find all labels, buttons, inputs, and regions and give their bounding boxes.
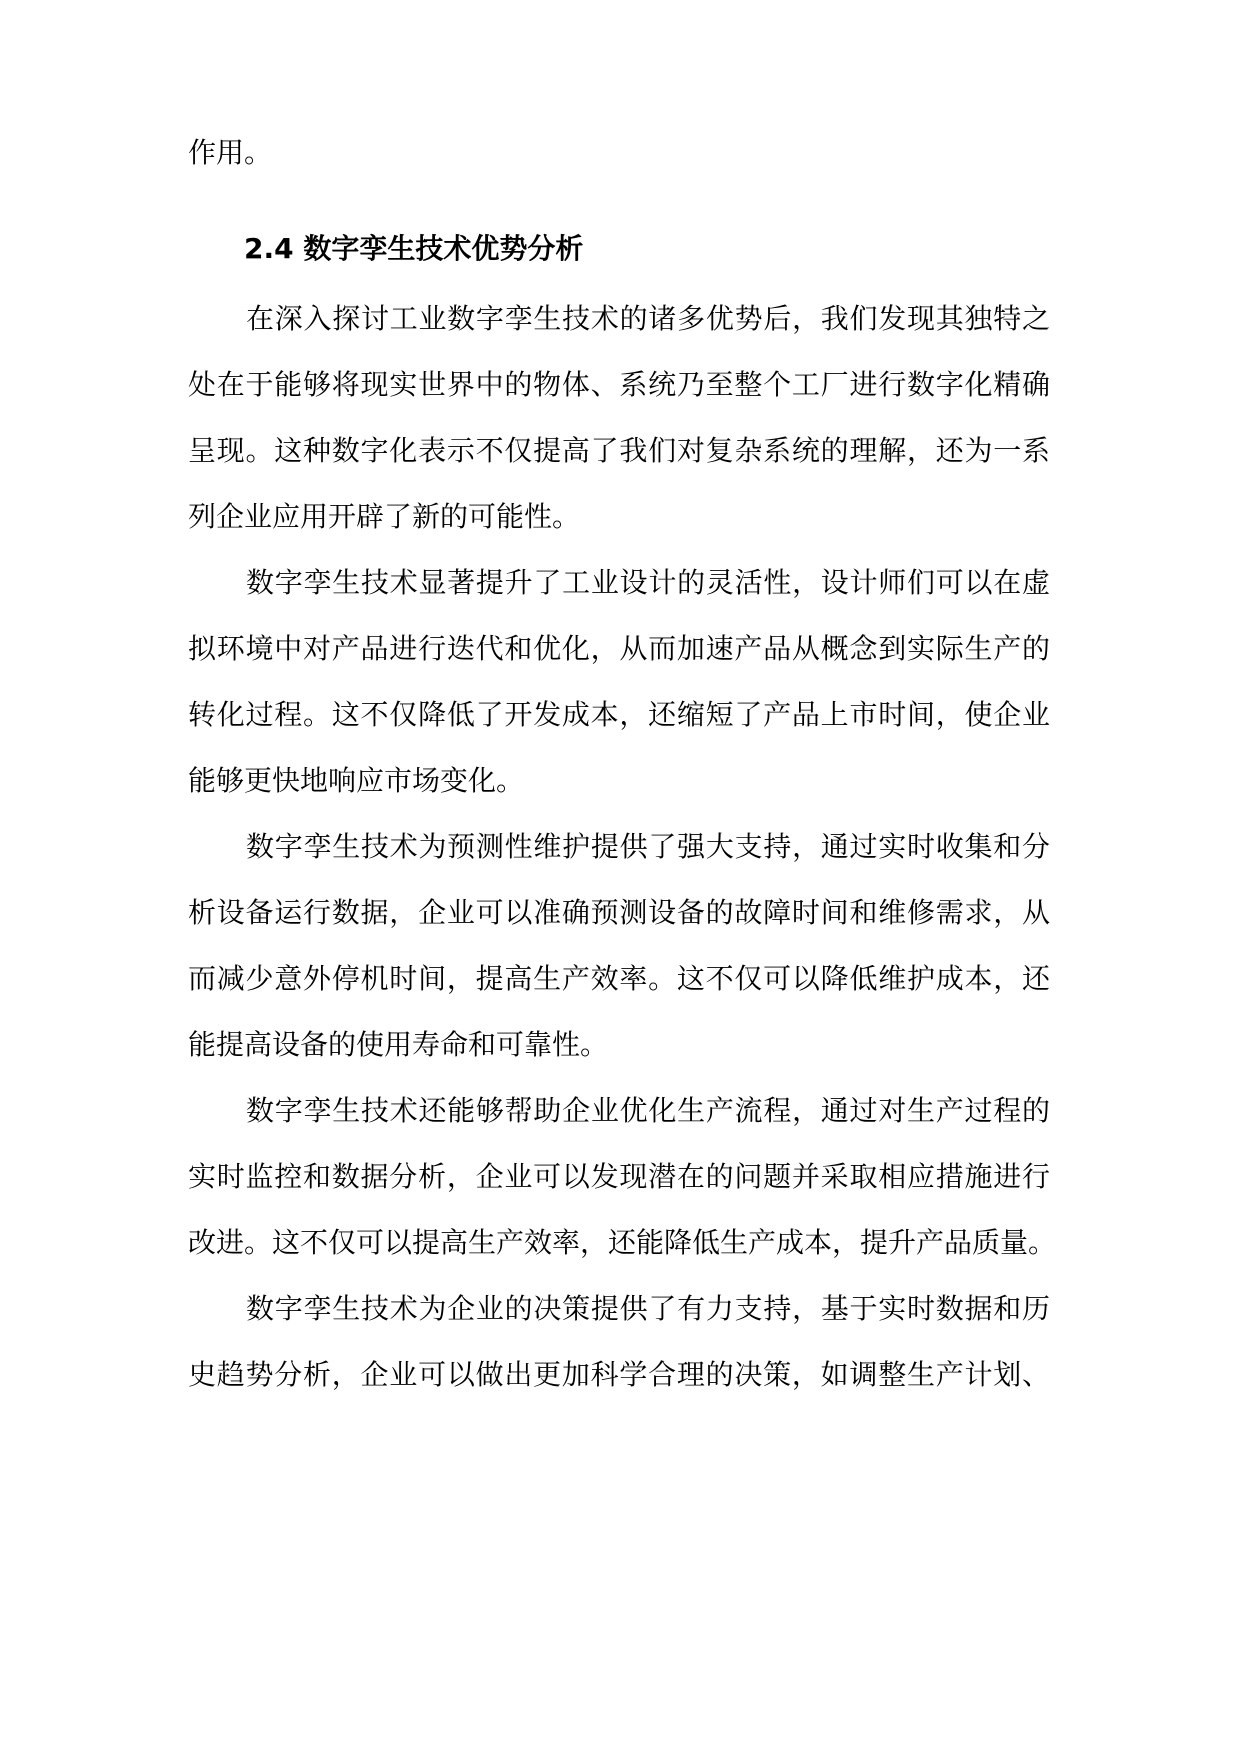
paragraph-line: 数字孪生技术为企业的决策提供了有力支持，基于实时数据和历 — [246, 1292, 1050, 1325]
paragraph-line: 改进。这不仅可以提高生产效率，还能降低生产成本，提升产品质量。 — [188, 1226, 1057, 1259]
section-heading: 2.4 数字孪生技术优势分析 — [244, 232, 584, 265]
paragraph-line: 析设备运行数据，企业可以准确预测设备的故障时间和维修需求，从 — [188, 896, 1050, 929]
paragraph-line: 而减少意外停机时间，提高生产效率。这不仅可以降低维护成本，还 — [188, 962, 1050, 995]
paragraph-line: 能够更快地响应市场变化。 — [188, 764, 525, 797]
paragraph-line: 处在于能够将现实世界中的物体、系统乃至整个工厂进行数字化精确 — [188, 368, 1050, 401]
paragraph-line: 转化过程。这不仅降低了开发成本，还缩短了产品上市时间，使企业 — [188, 698, 1050, 731]
paragraph-line: 在深入探讨工业数字孪生技术的诸多优势后，我们发现其独特之 — [246, 302, 1050, 335]
paragraph-line: 能提高设备的使用寿命和可靠性。 — [188, 1028, 609, 1061]
paragraph-line: 数字孪生技术为预测性维护提供了强大支持，通过实时收集和分 — [246, 830, 1050, 863]
paragraph-line: 数字孪生技术还能够帮助企业优化生产流程，通过对生产过程的 — [246, 1094, 1050, 1127]
paragraph-line: 列企业应用开辟了新的可能性。 — [188, 500, 581, 533]
paragraph-line: 数字孪生技术显著提升了工业设计的灵活性，设计师们可以在虚 — [246, 566, 1050, 599]
carryover-line: 作用。 — [188, 136, 273, 169]
paragraph-line: 实时监控和数据分析，企业可以发现潜在的问题并采取相应措施进行 — [188, 1160, 1050, 1193]
paragraph-line: 呈现。这种数字化表示不仅提高了我们对复杂系统的理解，还为一系 — [188, 434, 1050, 467]
paragraph-line: 史趋势分析，企业可以做出更加科学合理的决策，如调整生产计划、 — [188, 1358, 1050, 1391]
paragraph-line: 拟环境中对产品进行迭代和优化，从而加速产品从概念到实际生产的 — [188, 632, 1050, 665]
